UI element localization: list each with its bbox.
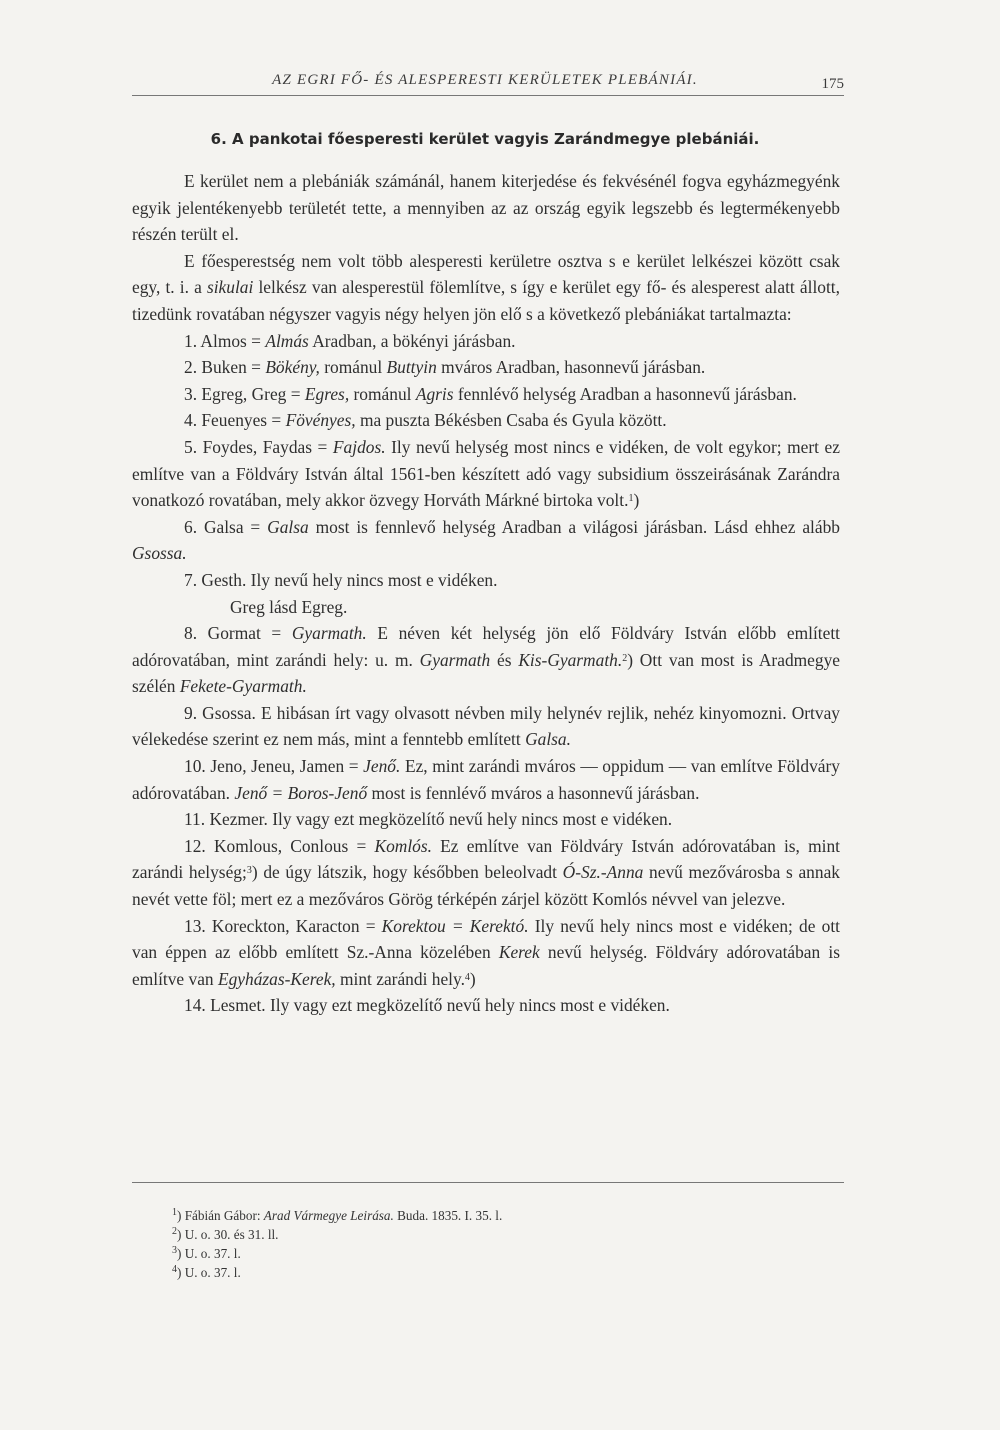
- entry-komlous: 12. Komlous, Conlous = Komlós. Ez említve van Földváry István adórovatában is, mint zarándi helység;$^3$) de úgy látszik, hogy későbben beleolvadt Ó-Sz.-Anna nevű mezővárosba s annak nevét vette föl; mert ez a mezőváros Görög térképén zárjel között Komlós névvel van jelezve.: [132, 835, 840, 910]
- footnote-4: $^4$) U. o. 37. l.: [172, 1264, 241, 1280]
- footnote-ref-2: 2: [622, 652, 628, 664]
- entry-lesmet: 14. Lesmet. Ily vagy ezt megközelítő nevű hely nincs most e vidéken.: [184, 995, 670, 1016]
- footnote-2: $^2$) U. o. 30. és 31. ll.: [172, 1226, 279, 1242]
- footnote-ref-4: 4: [464, 971, 470, 983]
- entry-foydes: 5. Foydes, Faydas = Fajdos. Ily nevű helység most nincs e vidéken, de volt egykor; mert ez említve van a Földváry István által 1561-ben készített adó vagy subsidium összeirásának Zarándra vonatkozó rovatában, mely akkor özvegy Horváth Márkné birtoka volt.$^1$): [132, 436, 840, 511]
- entry-egreg: 3. Egreg, Greg = Egres, románul Agris fennlévő helység Aradban a hasonnevű járásban.: [184, 383, 797, 404]
- entry-almos: 1. Almos = Almás Aradban, a bökényi járásban.: [184, 330, 516, 351]
- entry-koreckton: 13. Koreckton, Karacton = Korektou = Kerektó. Ily nevű hely nincs most e vidéken; de ott van éppen az előbb említett Sz.-Anna közelében Kerek nevű helység. Földváry adórovatában is említve van Egyházas-Kerek, mint zarándi hely.$^4$): [132, 915, 841, 989]
- entry-gsossa: 9. Gsossa. E hibásan írt vagy olvasott névben mily helynév rejlik, nehéz kinyomozni. Ortvay vélekedése szerint ez nem más, mint a fenntebb említett Galsa.: [132, 702, 840, 750]
- footnotes: [172, 1206, 732, 1282]
- entry-kezmer: 11. Kezmer. Ily vagy ezt megközelítő nevű hely nincs most e vidéken.: [184, 809, 673, 830]
- entry-buken: 2. Buken = Bökény, románul Buttyin mváros Aradban, hasonnevű járásban.: [184, 357, 706, 378]
- entry-greg-crossref: Greg lásd Egreg.: [230, 596, 348, 617]
- footnote-3: $^3$) U. o. 37. l.: [172, 1245, 241, 1261]
- entry-feuenyes: 4. Feuenyes = Fövényes, ma puszta Békésben Csaba és Gyula között.: [184, 410, 667, 431]
- section-title: 6. A pankotai főesperesti kerület vagyis Zarándmegye plebániái.: [210, 130, 760, 148]
- header-rule: [132, 95, 844, 96]
- footnote-rule: [132, 1182, 844, 1183]
- footnote-ref-1: 1: [628, 493, 634, 505]
- entry-gormat: 8. Gormat = Gyarmath. E néven két helység jön elő Földváry István előbb említett adórovatában, mint zarándi hely: u. m. Gyarmath és Kis-Gyarmath.$^2$) Ott van most is Aradmegye szélén Fekete-Gyarmath.: [132, 623, 840, 697]
- entry-gesth: 7. Gesth. Ily nevű hely nincs most e vidéken.: [184, 569, 498, 590]
- footnote-1: $^1$) Fábián Gábor: Arad Vármegye Leirása. Buda. 1835. I. 35. l.: [172, 1207, 503, 1223]
- main-text: [132, 168, 840, 1019]
- entry-jeno: 10. Jeno, Jeneu, Jamen = Jenő. Ez, mint zarándi mváros — oppidum — van említve Földváry adórovatában. Jenő = Boros-Jenő most is fennlévő mváros a hasonnevű járásban.: [132, 756, 841, 803]
- paragraph-intro: E kerület nem a plebániák számánál, hanem kiterjedése és fekvésénél fogva egyházmegyénk egyik jelentékenyebb területét tette, a mennyiben az az ország egyik legszebb és legtermékenyebb részén terült el.: [132, 171, 840, 245]
- footnote-ref-3: 3: [246, 865, 252, 877]
- entry-galsa: 6. Galsa = Galsa most is fennlevő helység Aradban a világosi járásban. Lásd ehhez alább Gsossa.: [132, 516, 840, 564]
- running-head: AZ EGRI FŐ- ÉS ALESPERESTI KERÜLETEK PLEBÁNIÁI.: [272, 72, 698, 88]
- paragraph-archdeaconry: E főesperestség nem volt több alesperesti kerületre osztva s e kerület lelkészei között csak egy, t. i. a sikulai lelkész van alesperestül fölemlítve, s így e kerület egy fő- és alesperest alatt állott, tizedünk rovatában négyszer vagyis négy helyen jön elő s a következő plebániákat tartalmazta:: [132, 250, 840, 324]
- page-number: 175: [821, 76, 844, 92]
